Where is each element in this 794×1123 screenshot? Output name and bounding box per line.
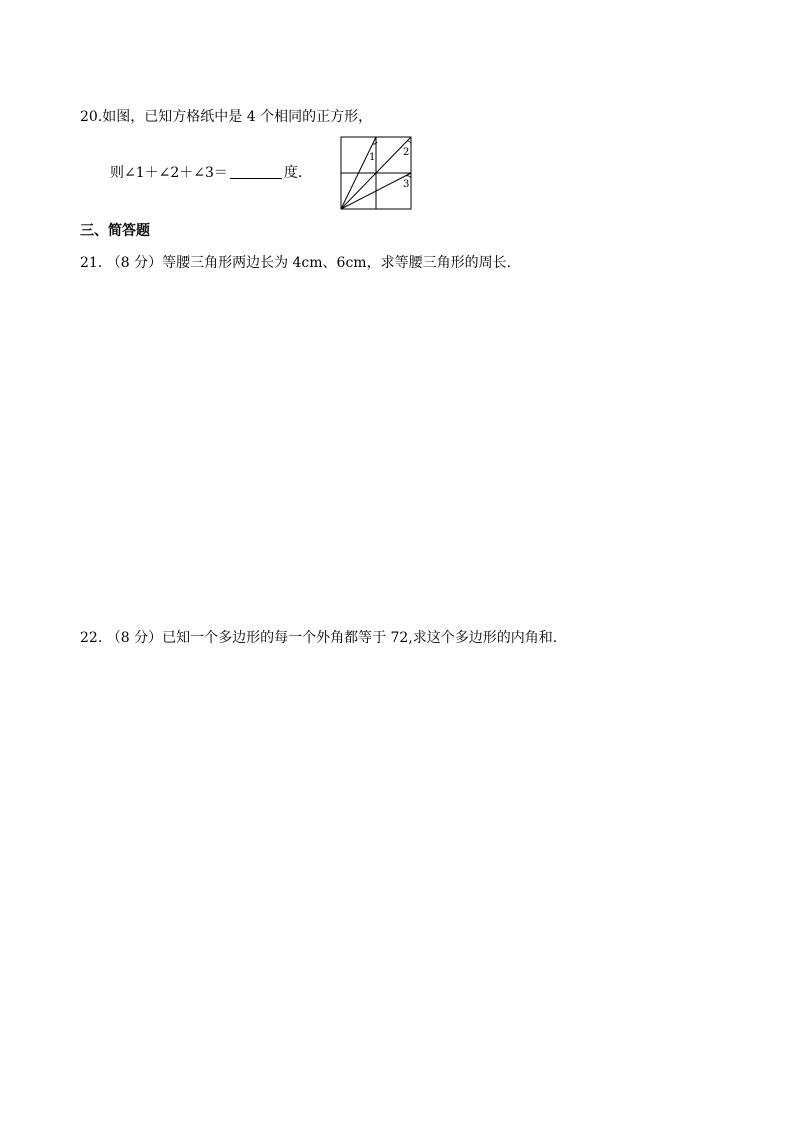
angle-label-2: 2 [403,147,410,158]
angle-label-3: 3 [403,179,410,190]
question-20-text: 20.如图，已知方格纸中是 4 个相同的正方形， [80,109,373,125]
grid-angle-figure [340,136,412,210]
answer-blank [230,164,282,179]
section-heading: 三、简答题 [80,223,150,239]
angle-arc-2 [407,141,411,144]
equation-suffix: 度. [283,165,303,181]
angle-label-1: 1 [369,152,376,163]
equation-prefix: 则∠1＋∠2＋∠3＝ [110,165,228,181]
question-20-equation [110,164,302,182]
angle-arc-3 [406,176,411,178]
question-21-text: 21. （8 分）等腰三角形两边长为 4cm、6cm，求等腰三角形的周长. [80,255,512,271]
question-22-text: 22. （8 分）已知一个多边形的每一个外角都等于 72,求这个多边形的内角和. [80,630,558,646]
grid-figure-svg [340,136,412,210]
